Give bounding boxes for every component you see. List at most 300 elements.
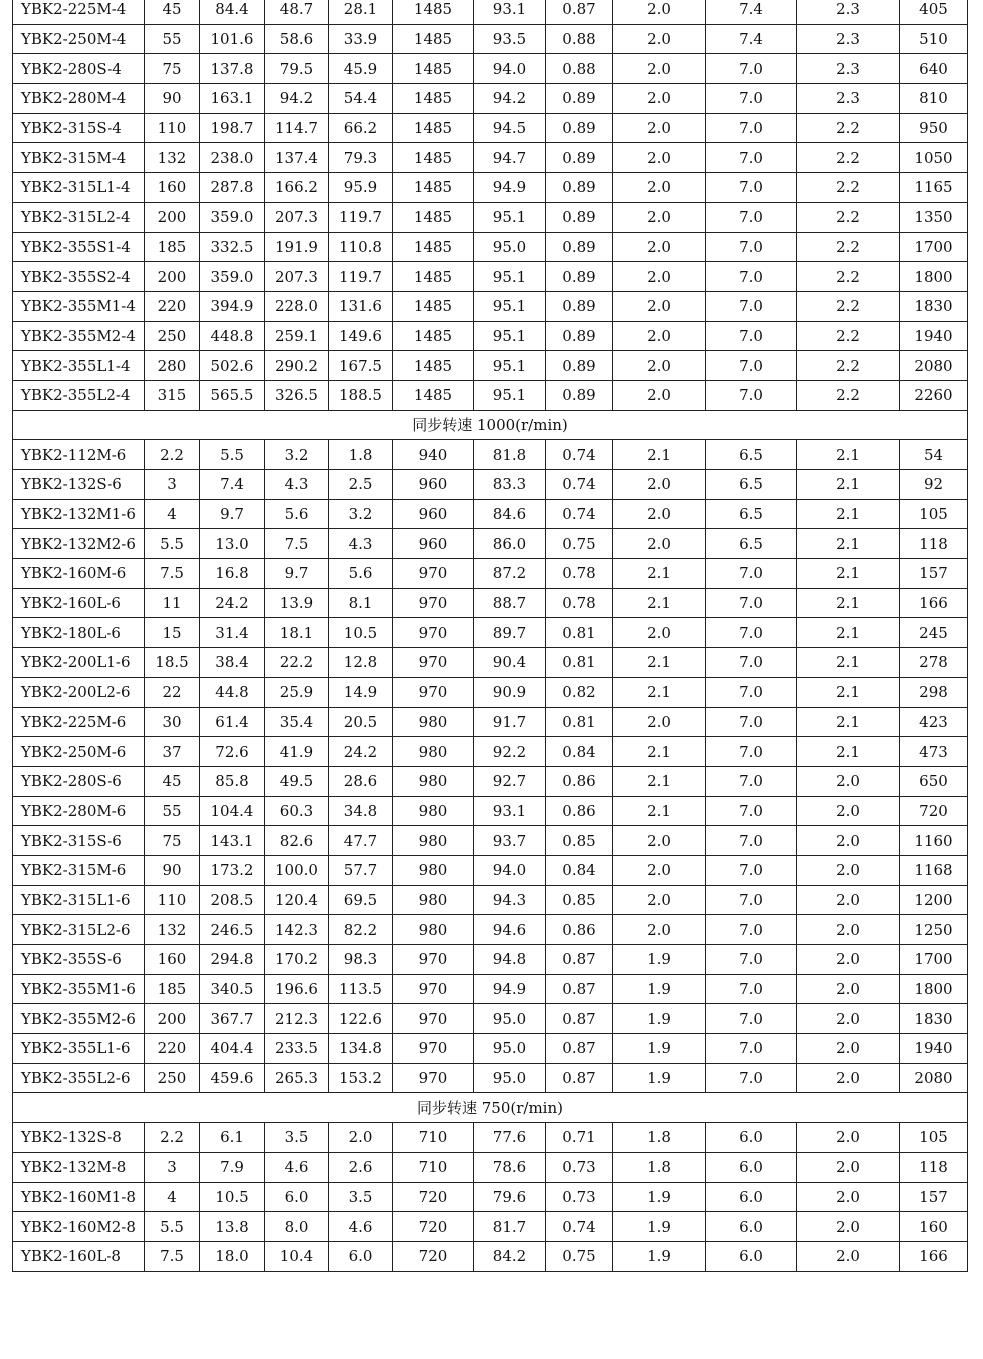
speed-cell: 1485 [393,24,474,54]
weight-cell: 1050 [900,143,968,173]
current-380v-cell: 565.5 [200,380,265,410]
table-row [13,915,968,945]
efficiency-cell: 81.7 [474,1212,546,1242]
locked-current-ratio-cell: 6.5 [706,470,797,500]
locked-current-ratio-cell: 6.0 [706,1123,797,1153]
table-row [13,351,968,381]
section-title: 同步转速 1000(r/min) [13,410,968,440]
current-1140v-cell: 122.6 [329,1004,393,1034]
power-cell: 250 [145,321,200,351]
current-660v-cell: 60.3 [265,796,329,826]
locked-torque-ratio-cell: 2.1 [613,440,706,470]
weight-cell: 1350 [900,202,968,232]
current-660v-cell: 7.5 [265,529,329,559]
weight-cell: 1830 [900,291,968,321]
current-380v-cell: 24.2 [200,588,265,618]
current-1140v-cell: 28.6 [329,766,393,796]
efficiency-cell: 93.1 [474,796,546,826]
speed-cell: 980 [393,707,474,737]
table-row [13,470,968,500]
current-1140v-cell: 2.0 [329,1123,393,1153]
efficiency-cell: 95.0 [474,232,546,262]
weight-cell: 157 [900,1182,968,1212]
model-cell: YBK2-355L2-6 [13,1063,145,1093]
efficiency-cell: 87.2 [474,559,546,589]
model-cell: YBK2-132M1-6 [13,499,145,529]
power-cell: 4 [145,1182,200,1212]
model-cell: YBK2-315S-4 [13,113,145,143]
current-660v-cell: 82.6 [265,826,329,856]
current-660v-cell: 170.2 [265,945,329,975]
current-660v-cell: 13.9 [265,588,329,618]
locked-current-ratio-cell: 7.0 [706,1004,797,1034]
power-factor-cell: 0.89 [546,291,613,321]
power-factor-cell: 0.71 [546,1123,613,1153]
weight-cell: 2080 [900,1063,968,1093]
weight-cell: 298 [900,677,968,707]
power-cell: 220 [145,291,200,321]
current-380v-cell: 137.8 [200,54,265,84]
power-factor-cell: 0.78 [546,588,613,618]
table-row [13,143,968,173]
locked-torque-ratio-cell: 2.0 [613,0,706,24]
locked-torque-ratio-cell: 2.0 [613,380,706,410]
current-660v-cell: 196.6 [265,974,329,1004]
current-1140v-cell: 119.7 [329,202,393,232]
current-380v-cell: 31.4 [200,618,265,648]
power-cell: 45 [145,0,200,24]
efficiency-cell: 94.0 [474,855,546,885]
max-torque-ratio-cell: 2.0 [797,1182,900,1212]
current-380v-cell: 394.9 [200,291,265,321]
current-1140v-cell: 82.2 [329,915,393,945]
current-1140v-cell: 54.4 [329,84,393,114]
power-cell: 2.2 [145,1123,200,1153]
power-factor-cell: 0.73 [546,1152,613,1182]
locked-torque-ratio-cell: 1.9 [613,945,706,975]
max-torque-ratio-cell: 2.0 [797,826,900,856]
efficiency-cell: 95.1 [474,202,546,232]
locked-current-ratio-cell: 7.0 [706,618,797,648]
weight-cell: 423 [900,707,968,737]
model-cell: YBK2-112M-6 [13,440,145,470]
current-660v-cell: 9.7 [265,559,329,589]
weight-cell: 640 [900,54,968,84]
weight-cell: 166 [900,588,968,618]
power-factor-cell: 0.78 [546,559,613,589]
current-1140v-cell: 4.6 [329,1212,393,1242]
power-factor-cell: 0.87 [546,974,613,1004]
power-cell: 22 [145,677,200,707]
current-1140v-cell: 45.9 [329,54,393,84]
power-cell: 4 [145,499,200,529]
current-380v-cell: 7.9 [200,1152,265,1182]
current-380v-cell: 6.1 [200,1123,265,1153]
power-cell: 7.5 [145,1241,200,1271]
model-cell: YBK2-355S2-4 [13,262,145,292]
current-660v-cell: 8.0 [265,1212,329,1242]
power-factor-cell: 0.89 [546,202,613,232]
efficiency-cell: 95.1 [474,351,546,381]
current-660v-cell: 94.2 [265,84,329,114]
model-cell: YBK2-200L1-6 [13,648,145,678]
current-380v-cell: 13.0 [200,529,265,559]
table-row [13,291,968,321]
efficiency-cell: 95.0 [474,1004,546,1034]
max-torque-ratio-cell: 2.2 [797,321,900,351]
max-torque-ratio-cell: 2.2 [797,173,900,203]
current-1140v-cell: 1.8 [329,440,393,470]
power-cell: 110 [145,885,200,915]
weight-cell: 810 [900,84,968,114]
efficiency-cell: 95.1 [474,262,546,292]
current-660v-cell: 58.6 [265,24,329,54]
locked-torque-ratio-cell: 2.0 [613,885,706,915]
current-660v-cell: 166.2 [265,173,329,203]
current-380v-cell: 404.4 [200,1034,265,1064]
speed-cell: 1485 [393,291,474,321]
locked-current-ratio-cell: 7.0 [706,707,797,737]
max-torque-ratio-cell: 2.2 [797,262,900,292]
current-660v-cell: 25.9 [265,677,329,707]
table-row [13,173,968,203]
locked-current-ratio-cell: 7.4 [706,0,797,24]
locked-torque-ratio-cell: 2.0 [613,173,706,203]
max-torque-ratio-cell: 2.3 [797,0,900,24]
current-1140v-cell: 119.7 [329,262,393,292]
power-cell: 37 [145,737,200,767]
current-1140v-cell: 69.5 [329,885,393,915]
max-torque-ratio-cell: 2.0 [797,885,900,915]
current-380v-cell: 72.6 [200,737,265,767]
current-1140v-cell: 5.6 [329,559,393,589]
model-cell: YBK2-315L2-6 [13,915,145,945]
table-row [13,1152,968,1182]
efficiency-cell: 94.0 [474,54,546,84]
locked-current-ratio-cell: 7.0 [706,1063,797,1093]
table-row [13,588,968,618]
locked-torque-ratio-cell: 2.1 [613,559,706,589]
current-660v-cell: 4.3 [265,470,329,500]
current-380v-cell: 143.1 [200,826,265,856]
locked-current-ratio-cell: 7.0 [706,173,797,203]
max-torque-ratio-cell: 2.2 [797,232,900,262]
table-row [13,202,968,232]
weight-cell: 118 [900,529,968,559]
locked-torque-ratio-cell: 2.0 [613,470,706,500]
power-factor-cell: 0.89 [546,262,613,292]
power-factor-cell: 0.89 [546,173,613,203]
power-factor-cell: 0.89 [546,351,613,381]
max-torque-ratio-cell: 2.0 [797,945,900,975]
efficiency-cell: 94.6 [474,915,546,945]
efficiency-cell: 88.7 [474,588,546,618]
weight-cell: 650 [900,766,968,796]
model-cell: YBK2-315L1-4 [13,173,145,203]
speed-cell: 980 [393,826,474,856]
table-row [13,54,968,84]
speed-cell: 970 [393,559,474,589]
max-torque-ratio-cell: 2.0 [797,796,900,826]
locked-torque-ratio-cell: 2.0 [613,499,706,529]
power-factor-cell: 0.89 [546,232,613,262]
speed-cell: 970 [393,945,474,975]
table-row [13,945,968,975]
locked-torque-ratio-cell: 1.9 [613,1063,706,1093]
max-torque-ratio-cell: 2.0 [797,1034,900,1064]
locked-torque-ratio-cell: 2.0 [613,84,706,114]
power-factor-cell: 0.74 [546,499,613,529]
table-row [13,232,968,262]
current-1140v-cell: 188.5 [329,380,393,410]
power-cell: 185 [145,974,200,1004]
efficiency-cell: 94.9 [474,974,546,1004]
speed-cell: 1485 [393,143,474,173]
current-1140v-cell: 66.2 [329,113,393,143]
current-1140v-cell: 2.5 [329,470,393,500]
table-row [13,855,968,885]
current-1140v-cell: 20.5 [329,707,393,737]
model-cell: YBK2-315M-6 [13,855,145,885]
weight-cell: 1940 [900,321,968,351]
model-cell: YBK2-355M1-4 [13,291,145,321]
locked-torque-ratio-cell: 2.1 [613,766,706,796]
weight-cell: 118 [900,1152,968,1182]
locked-torque-ratio-cell: 1.9 [613,1004,706,1034]
speed-cell: 970 [393,1034,474,1064]
locked-current-ratio-cell: 7.0 [706,885,797,915]
model-cell: YBK2-280M-6 [13,796,145,826]
power-factor-cell: 0.74 [546,1212,613,1242]
table-row [13,1004,968,1034]
locked-torque-ratio-cell: 1.8 [613,1152,706,1182]
power-factor-cell: 0.86 [546,915,613,945]
locked-current-ratio-cell: 7.0 [706,351,797,381]
power-factor-cell: 0.88 [546,24,613,54]
current-380v-cell: 10.5 [200,1182,265,1212]
section-title: 同步转速 750(r/min) [13,1093,968,1123]
current-660v-cell: 191.9 [265,232,329,262]
max-torque-ratio-cell: 2.3 [797,54,900,84]
speed-cell: 1485 [393,113,474,143]
table-row [13,24,968,54]
model-cell: YBK2-315L2-4 [13,202,145,232]
current-380v-cell: 173.2 [200,855,265,885]
efficiency-cell: 83.3 [474,470,546,500]
current-380v-cell: 101.6 [200,24,265,54]
table-row [13,707,968,737]
current-660v-cell: 3.2 [265,440,329,470]
speed-cell: 720 [393,1241,474,1271]
weight-cell: 105 [900,1123,968,1153]
current-660v-cell: 142.3 [265,915,329,945]
model-cell: YBK2-160L-8 [13,1241,145,1271]
current-380v-cell: 85.8 [200,766,265,796]
current-1140v-cell: 134.8 [329,1034,393,1064]
table-row [13,559,968,589]
motor-spec-table [12,0,968,1272]
current-1140v-cell: 79.3 [329,143,393,173]
power-factor-cell: 0.81 [546,707,613,737]
current-1140v-cell: 131.6 [329,291,393,321]
current-1140v-cell: 24.2 [329,737,393,767]
power-cell: 200 [145,262,200,292]
max-torque-ratio-cell: 2.0 [797,1004,900,1034]
weight-cell: 54 [900,440,968,470]
power-factor-cell: 0.89 [546,321,613,351]
efficiency-cell: 94.7 [474,143,546,173]
locked-current-ratio-cell: 7.0 [706,737,797,767]
power-cell: 3 [145,470,200,500]
max-torque-ratio-cell: 2.3 [797,24,900,54]
speed-cell: 970 [393,1004,474,1034]
efficiency-cell: 94.9 [474,173,546,203]
current-660v-cell: 212.3 [265,1004,329,1034]
power-cell: 160 [145,173,200,203]
locked-current-ratio-cell: 7.0 [706,202,797,232]
locked-current-ratio-cell: 7.0 [706,113,797,143]
locked-torque-ratio-cell: 2.1 [613,737,706,767]
table-row [13,737,968,767]
model-cell: YBK2-132S-6 [13,470,145,500]
power-factor-cell: 0.84 [546,855,613,885]
weight-cell: 278 [900,648,968,678]
current-1140v-cell: 4.3 [329,529,393,559]
locked-current-ratio-cell: 7.0 [706,766,797,796]
weight-cell: 166 [900,1241,968,1271]
model-cell: YBK2-180L-6 [13,618,145,648]
current-380v-cell: 163.1 [200,84,265,114]
current-380v-cell: 208.5 [200,885,265,915]
power-factor-cell: 0.87 [546,1034,613,1064]
locked-torque-ratio-cell: 2.0 [613,855,706,885]
current-1140v-cell: 3.2 [329,499,393,529]
power-cell: 185 [145,232,200,262]
current-660v-cell: 326.5 [265,380,329,410]
current-660v-cell: 48.7 [265,0,329,24]
efficiency-cell: 91.7 [474,707,546,737]
model-cell: YBK2-200L2-6 [13,677,145,707]
current-380v-cell: 448.8 [200,321,265,351]
model-cell: YBK2-355S1-4 [13,232,145,262]
speed-cell: 1485 [393,380,474,410]
efficiency-cell: 78.6 [474,1152,546,1182]
speed-cell: 970 [393,1063,474,1093]
current-1140v-cell: 8.1 [329,588,393,618]
table-row [13,974,968,1004]
speed-cell: 970 [393,588,474,618]
current-380v-cell: 246.5 [200,915,265,945]
power-cell: 132 [145,143,200,173]
current-660v-cell: 100.0 [265,855,329,885]
current-380v-cell: 7.4 [200,470,265,500]
weight-cell: 1700 [900,232,968,262]
weight-cell: 157 [900,559,968,589]
current-660v-cell: 114.7 [265,113,329,143]
table-row [13,262,968,292]
power-cell: 110 [145,113,200,143]
max-torque-ratio-cell: 2.0 [797,915,900,945]
max-torque-ratio-cell: 2.2 [797,351,900,381]
efficiency-cell: 89.7 [474,618,546,648]
current-660v-cell: 207.3 [265,202,329,232]
weight-cell: 1830 [900,1004,968,1034]
max-torque-ratio-cell: 2.1 [797,470,900,500]
speed-cell: 970 [393,677,474,707]
power-cell: 5.5 [145,1212,200,1242]
weight-cell: 160 [900,1212,968,1242]
model-cell: YBK2-160L-6 [13,588,145,618]
current-660v-cell: 6.0 [265,1182,329,1212]
max-torque-ratio-cell: 2.1 [797,618,900,648]
current-1140v-cell: 95.9 [329,173,393,203]
efficiency-cell: 90.9 [474,677,546,707]
current-380v-cell: 459.6 [200,1063,265,1093]
weight-cell: 510 [900,24,968,54]
model-cell: YBK2-132S-8 [13,1123,145,1153]
current-1140v-cell: 110.8 [329,232,393,262]
weight-cell: 1200 [900,885,968,915]
locked-current-ratio-cell: 7.4 [706,24,797,54]
current-1140v-cell: 47.7 [329,826,393,856]
current-380v-cell: 198.7 [200,113,265,143]
weight-cell: 2080 [900,351,968,381]
locked-current-ratio-cell: 7.0 [706,232,797,262]
power-factor-cell: 0.74 [546,440,613,470]
current-660v-cell: 120.4 [265,885,329,915]
table-row [13,1241,968,1271]
power-cell: 3 [145,1152,200,1182]
locked-current-ratio-cell: 7.0 [706,945,797,975]
locked-torque-ratio-cell: 2.0 [613,113,706,143]
power-factor-cell: 0.89 [546,143,613,173]
power-factor-cell: 0.87 [546,1063,613,1093]
model-cell: YBK2-280M-4 [13,84,145,114]
locked-current-ratio-cell: 7.0 [706,321,797,351]
current-1140v-cell: 98.3 [329,945,393,975]
locked-current-ratio-cell: 7.0 [706,855,797,885]
current-380v-cell: 84.4 [200,0,265,24]
model-cell: YBK2-315S-6 [13,826,145,856]
locked-current-ratio-cell: 7.0 [706,796,797,826]
power-factor-cell: 0.89 [546,113,613,143]
table-row [13,618,968,648]
power-factor-cell: 0.82 [546,677,613,707]
current-380v-cell: 332.5 [200,232,265,262]
locked-current-ratio-cell: 6.0 [706,1241,797,1271]
speed-cell: 720 [393,1182,474,1212]
max-torque-ratio-cell: 2.0 [797,1063,900,1093]
power-cell: 160 [145,945,200,975]
table-row [13,529,968,559]
table-row [13,499,968,529]
locked-torque-ratio-cell: 2.0 [613,24,706,54]
current-1140v-cell: 14.9 [329,677,393,707]
efficiency-cell: 95.1 [474,321,546,351]
locked-torque-ratio-cell: 2.0 [613,351,706,381]
current-660v-cell: 18.1 [265,618,329,648]
model-cell: YBK2-280S-4 [13,54,145,84]
table-row [13,796,968,826]
current-380v-cell: 340.5 [200,974,265,1004]
max-torque-ratio-cell: 2.1 [797,648,900,678]
current-380v-cell: 16.8 [200,559,265,589]
current-380v-cell: 104.4 [200,796,265,826]
power-cell: 250 [145,1063,200,1093]
current-380v-cell: 502.6 [200,351,265,381]
locked-torque-ratio-cell: 1.9 [613,1034,706,1064]
power-cell: 75 [145,54,200,84]
